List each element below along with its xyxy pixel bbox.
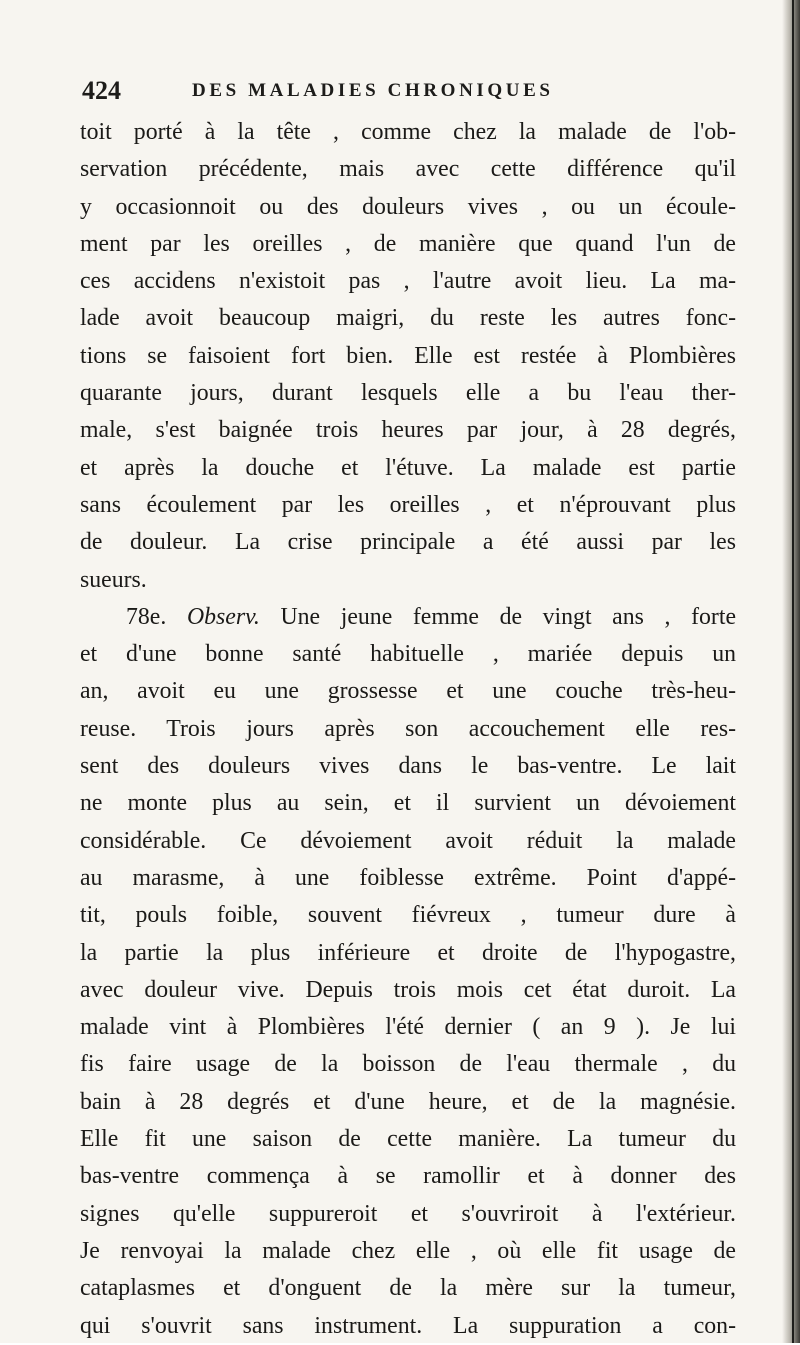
text-line: au marasme, à une foiblesse extrême. Point d'appé- xyxy=(80,864,736,891)
text-line: qui s'ouvrit sans instrument. La suppuration a con- xyxy=(80,1312,736,1339)
text-line: avec douleur vive. Depuis trois mois cet état duroit. La xyxy=(80,976,736,1003)
text-line: quarante jours, durant lesquels elle a bu l'eau ther- xyxy=(80,380,736,407)
text-line: Elle fit une saison de cette manière. La tumeur du xyxy=(80,1126,736,1153)
text-line: la partie la plus inférieure et droite de l'hypogastre, xyxy=(80,939,736,966)
text-line: tions se faisoient fort bien. Elle est restée à Plombières xyxy=(80,342,736,369)
text-line: et d'une bonne santé habituelle , mariée depuis un xyxy=(80,641,736,668)
text-line: Je renvoyai la malade chez elle , où elle fit usage de xyxy=(80,1237,736,1264)
running-title: DES MALADIES CHRONIQUES xyxy=(192,80,554,101)
text-line: ment par les oreilles , de manière que quand l'un de xyxy=(80,230,736,257)
text-line: lade avoit beaucoup maigri, du reste les autres fonc- xyxy=(80,305,736,332)
text-line: sent des douleurs vives dans le bas-ventre. Le lait xyxy=(80,753,736,780)
text-line: fis faire usage de la boisson de l'eau thermale , du xyxy=(80,1051,736,1078)
text-line: y occasionnoit ou des douleurs vives , ou un écoule- xyxy=(80,193,736,220)
text-line: sans écoulement par les oreilles , et n'éprouvant plus xyxy=(80,491,736,518)
page-number: 424 xyxy=(82,76,121,105)
text-line: sueurs. xyxy=(80,566,147,593)
text-line: signes qu'elle suppureroit et s'ouvriroit à l'extérieur. xyxy=(80,1200,736,1227)
text-line: considérable. Ce dévoiement avoit réduit la malade xyxy=(80,827,736,854)
binding-shadow xyxy=(782,0,800,1343)
observation-first-line: Une jeune femme de vingt ans , forte xyxy=(259,603,737,630)
text-line: et après la douche et l'étuve. La malade est partie xyxy=(80,454,736,481)
text-line: male, s'est baignée trois heures par jour, à 28 degrés, xyxy=(80,417,736,444)
body-text xyxy=(80,114,736,1345)
text-line: malade vint à Plombières l'été dernier ( an 9 ). Je lui xyxy=(80,1014,736,1041)
text-line: ces accidens n'existoit pas , l'autre avoit lieu. La ma- xyxy=(80,268,736,295)
text-line: tit, pouls foible, souvent fiévreux , tumeur dure à xyxy=(80,902,736,929)
text-line: ne monte plus au sein, et il survient un dévoiement xyxy=(80,790,736,817)
text-line: reuse. Trois jours après son accouchement elle res- xyxy=(80,715,736,742)
text-line: bain à 28 degrés et d'une heure, et de la magnésie. xyxy=(80,1088,736,1115)
text-line: cataplasmes et d'onguent de la mère sur la tumeur, xyxy=(80,1275,736,1302)
text-line: an, avoit eu une grossesse et une couche très-heu- xyxy=(80,678,736,705)
page-header xyxy=(82,76,722,110)
text-line: toit porté à la tête , comme chez la malade de l'ob- xyxy=(80,119,736,145)
observation-heading-line xyxy=(80,599,736,636)
observation-number: 78e. xyxy=(126,603,167,630)
binding-edge xyxy=(792,0,794,1343)
text-line: servation précédente, mais avec cette différence qu'il xyxy=(80,156,736,183)
text-line: de douleur. La crise principale a été aussi par les xyxy=(80,529,736,556)
observation-label: Observ. xyxy=(186,603,260,630)
text-line: bas-ventre commença à se ramollir et à donner des xyxy=(80,1163,736,1190)
